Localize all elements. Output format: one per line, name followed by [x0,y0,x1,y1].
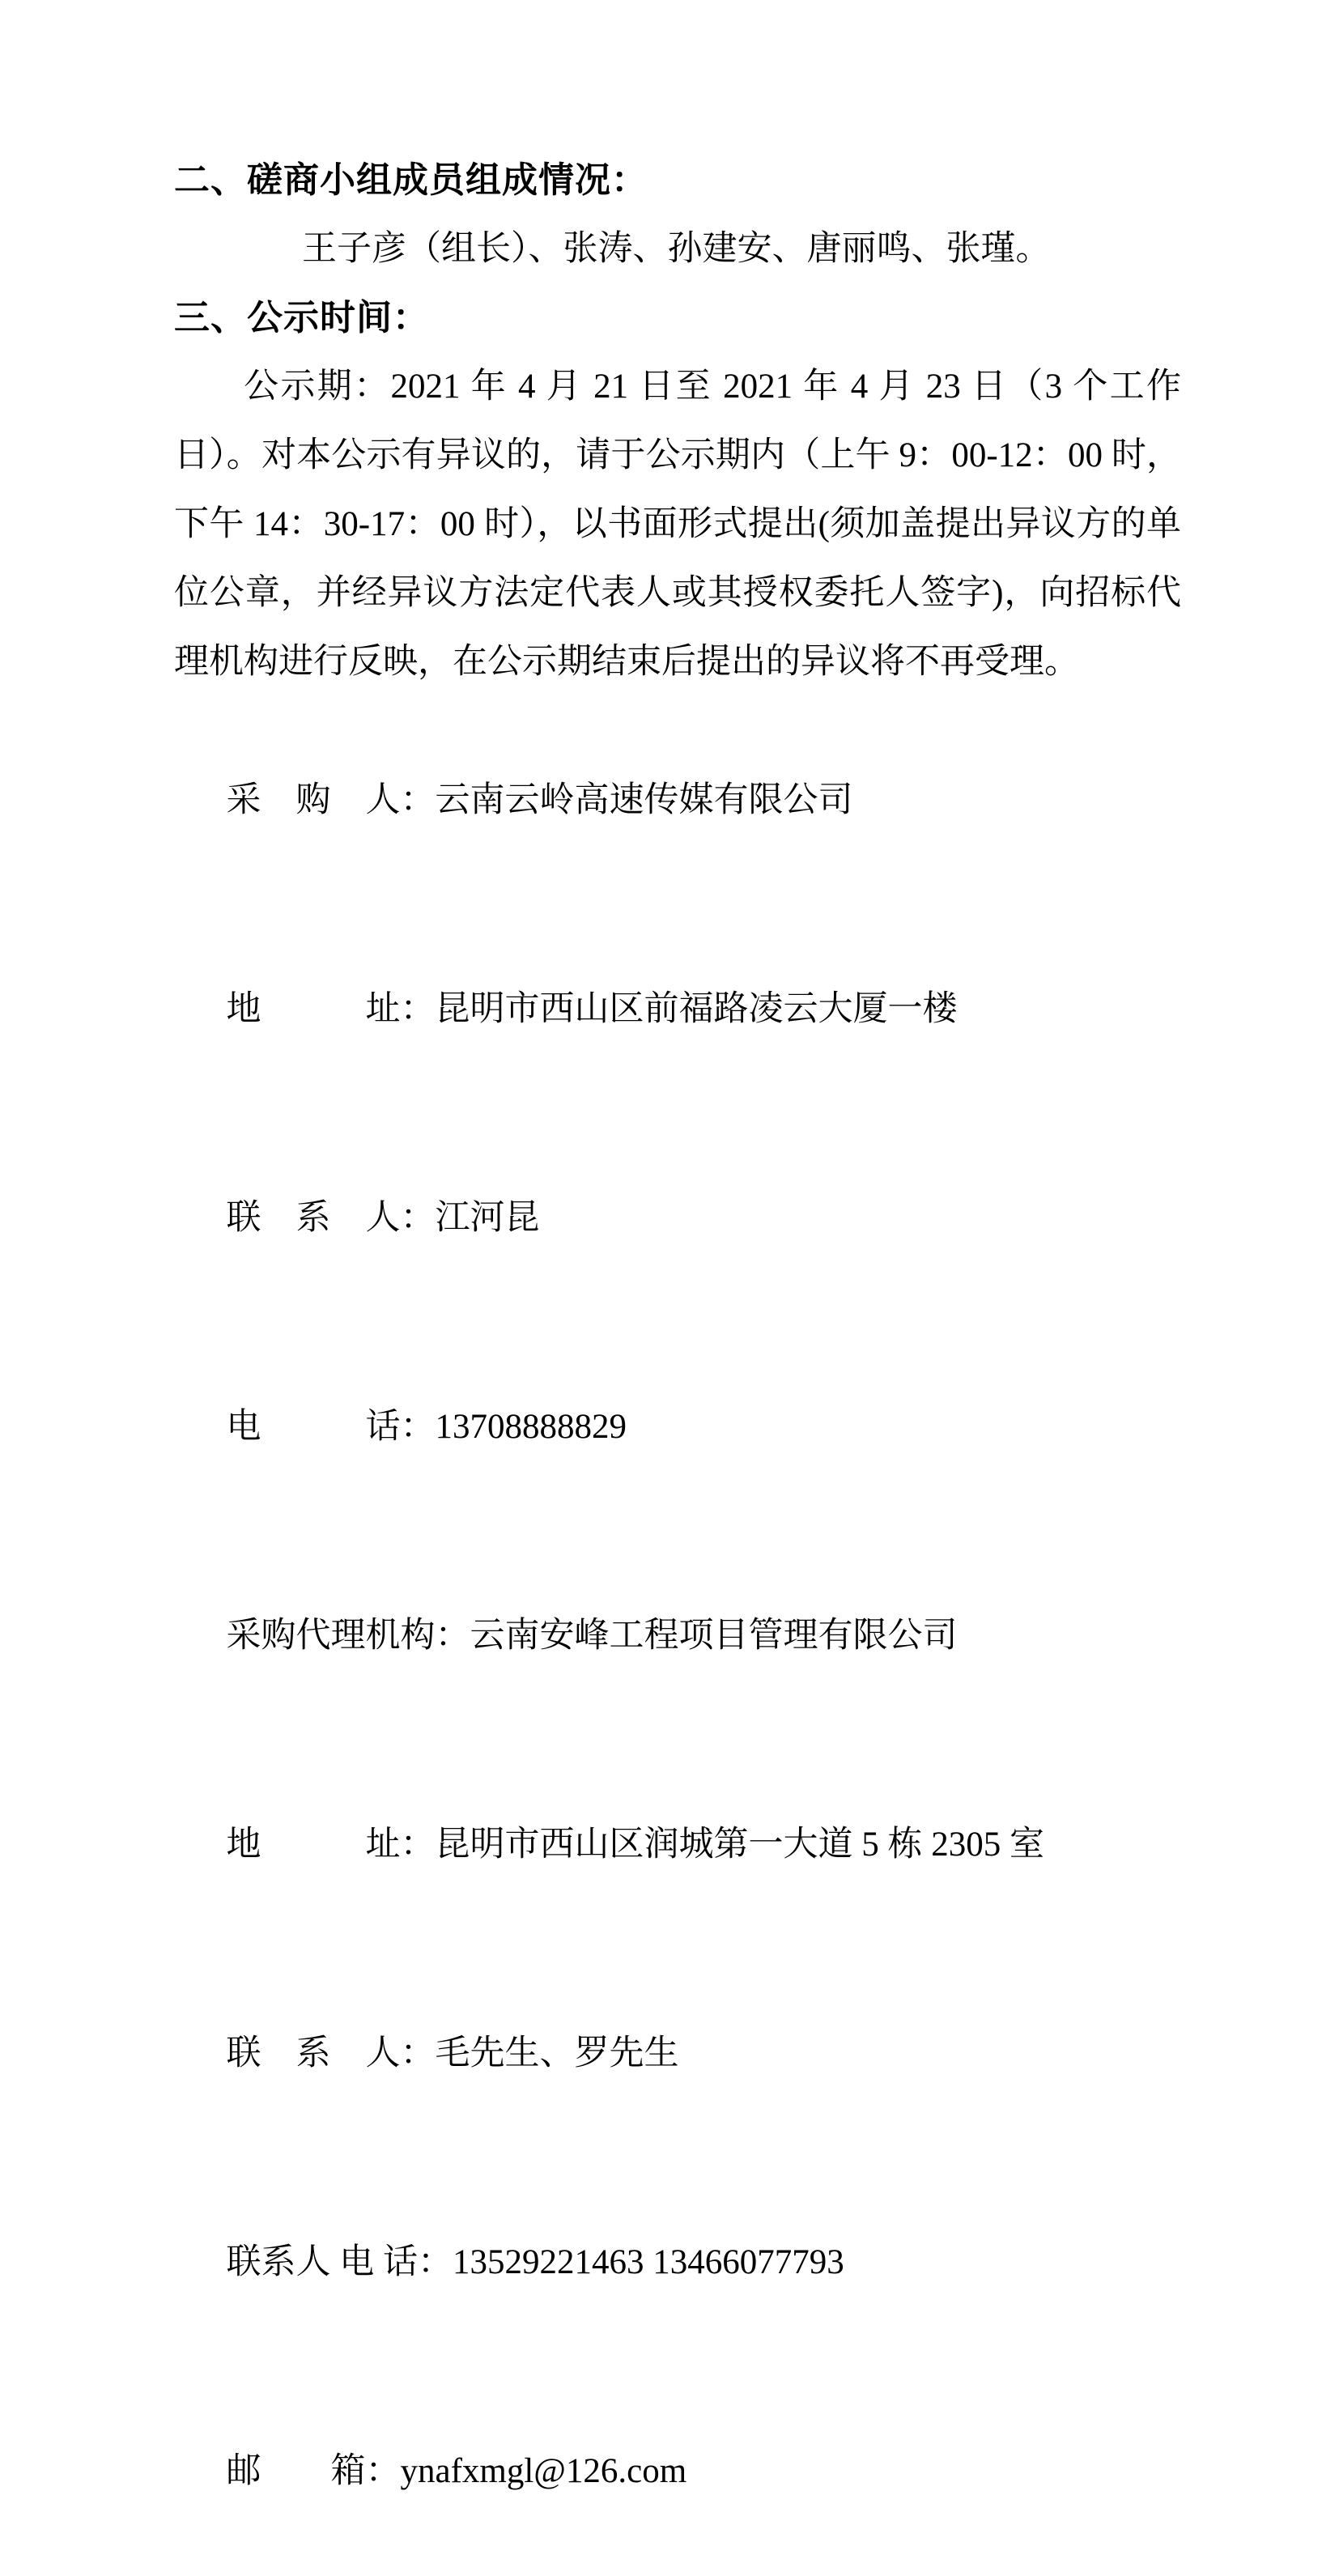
negotiation-group-members: 王子彦（组长）、张涛、孙建安、唐丽鸣、张瑾。 [302,230,1051,268]
contact-value: 13708888829 [435,1408,627,1446]
contact-line-purchaser [174,696,1181,905]
contact-label: 采 购 人： [226,781,436,819]
contact-line-purchaser-person [174,1114,1181,1323]
contact-label: 联系人 电 话： [226,2243,453,2281]
contact-label: 联 系 人： [226,1199,436,1237]
contact-label: 邮 箱： [226,2452,401,2490]
contact-value: 昆明市西山区润城第一大道 5 栋 2305 室 [435,1826,1044,1864]
contact-label: 采购代理机构： [226,1617,470,1655]
contact-line-agency-email [174,2367,1181,2576]
contact-value: 13529221463 13466077793 [453,2243,844,2281]
contact-label: 电 话： [226,1408,436,1446]
contact-line-purchaser-address [174,905,1181,1114]
contact-line-agency [174,1532,1181,1741]
contact-label: 地 址： [226,990,436,1028]
publicity-period-paragraph: 公示期：2021 年 4 月 21 日至 2021 年 4 月 23 日（3 个工作日）。对本公示有异议的，请于公示期内（上午 9：00-12：00 时，下午 14：30-17：00 时），以书面形式提出(须加盖提出异议方的单位公章，并经异议方法定代表人或其授权委托人签字)，向招标代理机构进行反映，在公示期结束后提出的异议将不再受理。 [174,368,1181,681]
contact-value: 云南云岭高速传媒有限公司 [435,781,853,819]
contact-info-block [174,696,1181,2576]
contact-value: 昆明市西山区前福路凌云大厦一楼 [435,990,958,1028]
contact-value: ynafxmgl@126.com [400,2452,687,2490]
section-2-heading: 二、磋商小组成员组成情况： [174,160,648,200]
contact-line-agency-phone [174,2158,1181,2367]
contact-label: 地 址： [226,1826,436,1864]
contact-line-purchaser-phone [174,1323,1181,1532]
section-3-heading: 三、公示时间： [174,298,429,338]
contact-line-agency-person [174,1949,1181,2158]
contact-value: 毛先生、罗先生 [435,2034,679,2072]
contact-label: 联 系 人： [226,2034,436,2072]
contact-line-agency-address [174,1741,1181,1949]
contact-value: 云南安峰工程项目管理有限公司 [470,1617,958,1655]
contact-value: 江河昆 [435,1199,540,1237]
